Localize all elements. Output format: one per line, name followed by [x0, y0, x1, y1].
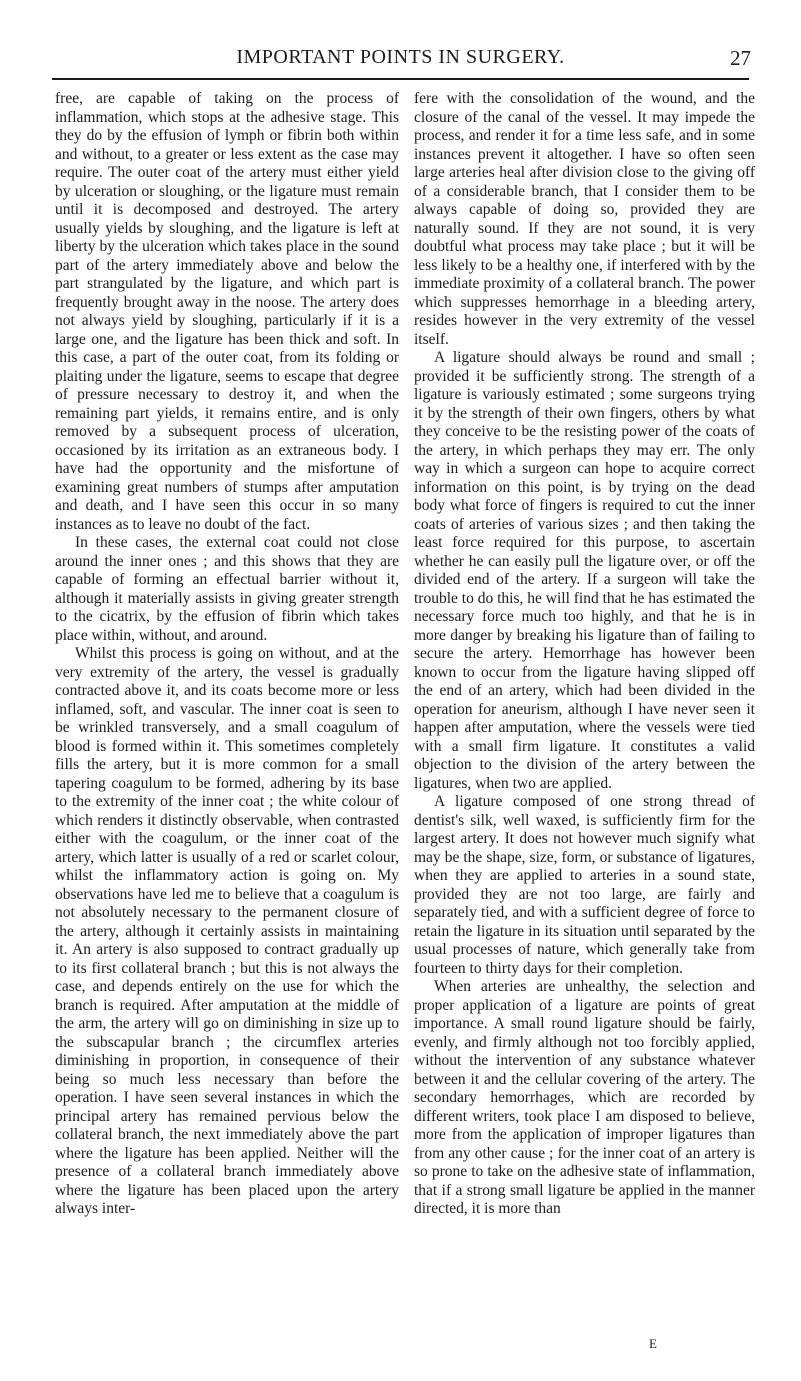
paragraph: A ligature should always be round and small ; provided it be sufficiently strong. The strength of a ligature is variously estimated ; some surgeons trying it by the strength of their own fingers, others by what they conceive to be the resisting power of the coats of the artery, in which perhaps they may err. The only way in which a surgeon can hope to acquire correct information on this point, is by trying on the dead body what force of fingers is required to cut the inner coats of arteries of various sizes ; and then taking the least force required for this purpose, to ascertain whether he can easily pull the ligature over, or off the divided end of the artery. If a surgeon will take the trouble to do this, he will find that he has estimated the necessary force much too highly, and that he is in more danger by breaking his ligature than of failing to secure the artery. Hemorrhage has however been known to occur from the ligature having slipped off the end of an artery, which had been divided in the operation for aneurism, although I have never seen it happen after amputation, where the vessels were tied with a small firm ligature. It constitutes a valid objection to the division of the artery between the ligatures, when two are applied.	[414, 349, 755, 792]
signature-mark: E	[649, 1336, 657, 1351]
paragraph: In these cases, the external coat could not close around the inner ones ; and this shows that they are capable of forming an effectual barrier without it, although it materially assists in giving greater strength to the cicatrix, by the effusion of fibrin which takes place within, without, and around.	[55, 534, 399, 644]
right-column	[414, 90, 755, 1219]
paragraph: fere with the consolidation of the wound, and the closure of the canal of the vessel. It may impede the process, and render it for a time less safe, and in some instances prevent it altogether. I have so often seen large arteries heal after division close to the giving off of a considerable branch, that I consider them to be always capable of doing so, provided they are naturally sound. If they are not sound, it is very doubtful what process may take place ; but it will be less likely to be a healthy one, if interfered with by the immediate proximity of a collateral branch. The power which suppresses hemorrhage in a bleeding artery, resides however in the very extremity of the vessel itself.	[414, 90, 755, 348]
left-column	[55, 90, 399, 1219]
page-header	[50, 46, 751, 76]
paragraph: Whilst this process is going on without, and at the very extremity of the artery, the vessel is gradually contracted above it, and its coats become more or less inflamed, soft, and vascular. The inner coat is seen to be wrinkled transversely, and a small coagulum of blood is formed within it. This sometimes completely fills the artery, but it is more common for a small tapering coagulum to be formed, adhering by its base to the extremity of the inner coat ; the white colour of which renders it distinctly observable, when contrasted either with the coagulum, or the inner coat of the artery, which latter is usually of a red or scarlet colour, whilst the inflammatory action is going on. My observations have led me to believe that a coagulum is not absolutely necessary to the permanent closure of the artery, although it certainly assists in maintaining it. An artery is also supposed to contract gradually up to its first collateral branch ; but this is not always the case, and depends entirely on the use for which the branch is required. After amputation at the middle of the arm, the artery will go on diminishing in size up to the subscapular branch ; the circumflex arteries diminishing in proportion, in consequence of their being so much less necessary than before the operation. I have seen several instances in which the principal artery has remained pervious below the collateral branch, the next immediately above the part where the ligature has been applied. Neither will the presence of a collateral branch immediately above where the ligature has been placed upon the artery always inter-	[55, 645, 399, 1217]
header-rule	[52, 78, 749, 80]
running-head: IMPORTANT POINTS IN SURGERY.	[236, 46, 565, 68]
paragraph: free, are capable of taking on the process of inflammation, which stops at the adhesive stage. This they do by the effusion of lymph or fibrin both within and without, to a greater or less extent as the case may require. The outer coat of the artery must either yield by ulceration or sloughing, or the ligature must remain until it is decomposed and destroyed. The artery usually yields by sloughing, and the ligature is left at liberty by the ulceration which takes place in the sound part of the artery immediately above and below the part strangulated by the ligature, and which part is frequently brought away in the noose. The artery does not always yield by sloughing, particularly if it is a large one, and the ligature has been thick and soft. In this case, a part of the outer coat, from its folding or plaiting under the ligature, seems to escape that degree of pressure necessary to destroy it, and when the remaining part yields, it remains entire, and is only removed by a subsequent process of ulceration, occasioned by its irritation as an extraneous body. I have had the opportunity and the misfortune of examining great numbers of stumps after amputation and death, and I have seen this occur in so many instances as to leave no doubt of the fact.	[55, 90, 399, 533]
paragraph: A ligature composed of one strong thread of dentist's silk, well waxed, is sufficiently firm for the largest artery. It does not however much signify what may be the shape, size, form, or substance of ligatures, when they are applied to arteries in a sound state, provided they are not too large, are fairly and separately tied, and with a sufficient degree of force to retain the ligature in its situation until separated by the usual processes of nature, which generally take from fourteen to thirty days for their completion.	[414, 793, 755, 977]
paragraph: When arteries are unhealthy, the selection and proper application of a ligature are points of great importance. A small round ligature should be fairly, evenly, and firmly although not too forcibly applied, without the intervention of any substance whatever between it and the cellular covering of the artery. The secondary hemorrhages, which are recorded by different writers, took place I am disposed to believe, more from the application of improper ligatures than from any other cause ; for the inner coat of an artery is so prone to take on the adhesive state of inflammation, that if a strong small ligature be applied in the manner directed, it is more than	[414, 978, 755, 1217]
page-number: 27	[730, 46, 751, 70]
